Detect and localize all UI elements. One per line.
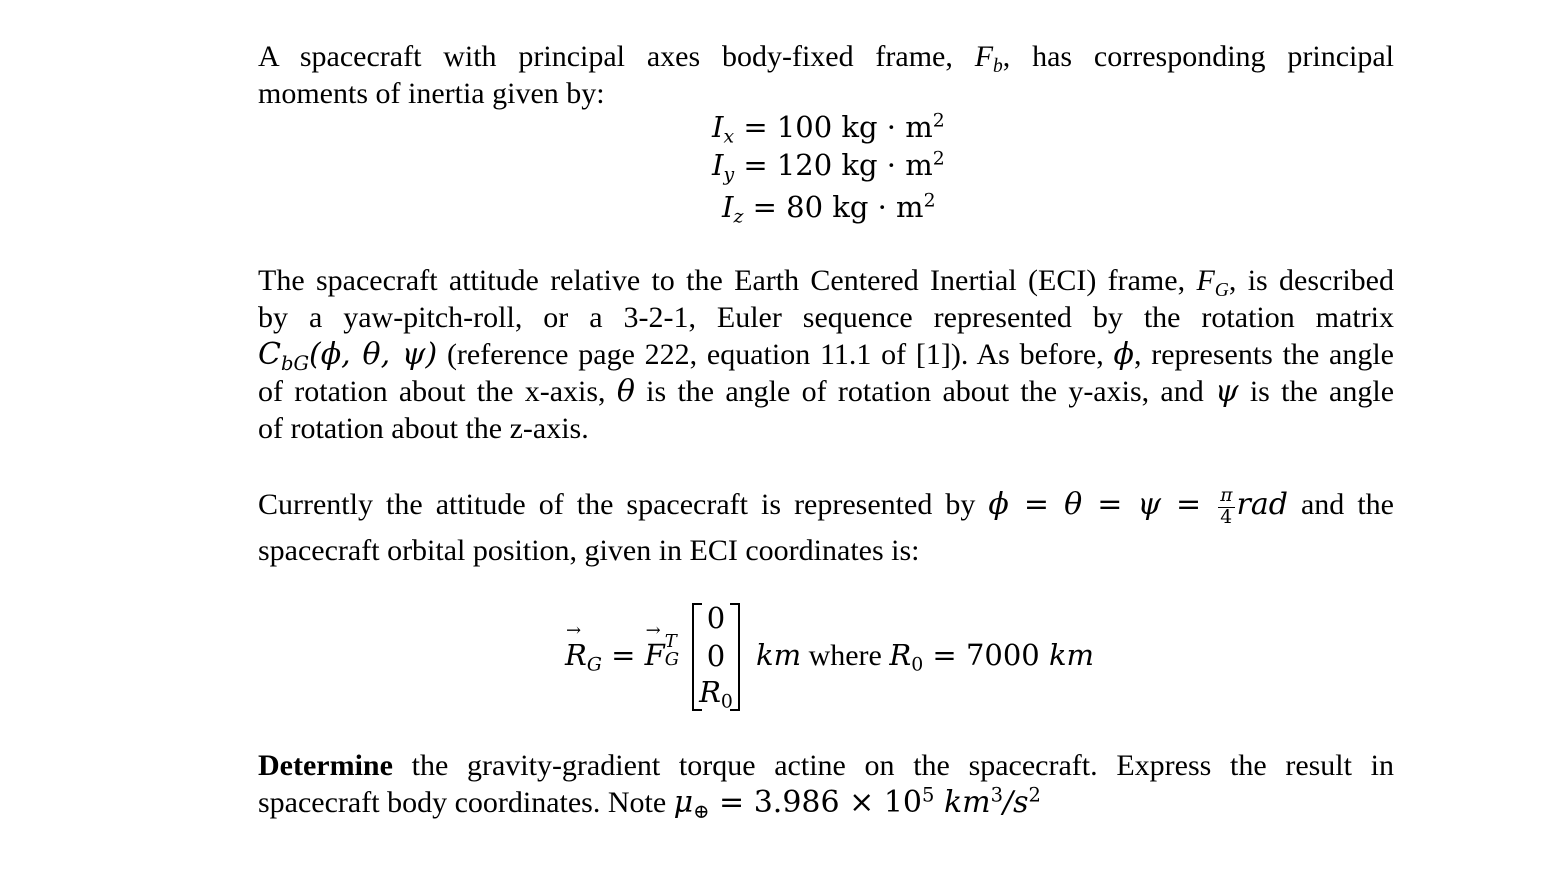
unit-km: km xyxy=(756,638,802,672)
attitude-line-5: of rotation about the z-axis. xyxy=(258,412,589,445)
earth-subscript: ⊕ xyxy=(693,799,710,823)
phi-symbol: ϕ xyxy=(1113,337,1134,372)
text-run: and the xyxy=(1287,488,1394,521)
value: = 120 kg · m xyxy=(734,148,933,182)
superscript: T xyxy=(664,631,677,652)
value: = 3.986 × 10 xyxy=(709,785,922,820)
matrix-symbol: R xyxy=(699,675,721,709)
exponent: 2 xyxy=(1028,783,1041,807)
value: = 100 kg · m xyxy=(734,110,933,144)
matrix-cell xyxy=(696,675,736,713)
bold-keyword: Determine xyxy=(258,749,393,782)
position-matrix xyxy=(692,601,740,713)
unit-rad: rad xyxy=(1236,487,1288,522)
text-run: of rotation about the x-axis, xyxy=(258,375,617,408)
task-line-1 xyxy=(258,747,1394,784)
value: = 80 kg · m xyxy=(743,190,924,224)
symbol: F xyxy=(974,40,994,73)
exponent: 5 xyxy=(922,783,935,807)
vector-symbol: → R xyxy=(565,638,587,672)
subscript: G xyxy=(664,649,680,670)
position-rhs xyxy=(756,638,1095,676)
mu-symbol: μ xyxy=(673,785,694,820)
angle-equality: ϕ = θ = ψ = xyxy=(988,487,1217,522)
text-run: spacecraft body coordinates. Note xyxy=(258,786,674,819)
subscript: G xyxy=(586,654,602,676)
arguments: (ϕ, θ, ψ) xyxy=(309,337,438,372)
text-run: A spacecraft with principal axes body-fixed frame, xyxy=(258,40,975,73)
symbol: C xyxy=(258,337,281,372)
symbol: I xyxy=(712,110,724,144)
text-run: is the angle xyxy=(1238,375,1395,408)
text-run: , is described xyxy=(1228,264,1394,297)
subscript: b xyxy=(993,55,1003,77)
matrix-cell: 0 xyxy=(706,639,726,673)
symbol: I xyxy=(722,190,734,224)
task-line-2 xyxy=(258,784,1394,821)
frame-vectrix: → F xyxy=(645,638,665,672)
subscript: G xyxy=(1214,279,1229,301)
symbol: F xyxy=(1196,264,1215,297)
text-run: , represents the angle xyxy=(1133,338,1394,371)
psi-symbol: ψ xyxy=(1215,374,1239,409)
superscript: 2 xyxy=(932,110,945,132)
position-lhs xyxy=(565,631,680,676)
subscript: z xyxy=(733,206,744,228)
task-paragraph xyxy=(258,747,1394,821)
text-run: The spacecraft attitude relative to the Earth Centered Inertial (ECI) frame, xyxy=(258,264,1197,297)
current-attitude-line-2: spacecraft orbital position, given in ECI coordinates is: xyxy=(258,534,920,568)
text-run: is the angle of rotation about the y-axis, and xyxy=(634,375,1216,408)
superscript: 2 xyxy=(923,190,936,212)
symbol: R xyxy=(889,638,912,672)
intro-line-2: moments of inertia given by: xyxy=(258,77,605,110)
subscript: 0 xyxy=(720,691,733,713)
subscript: x xyxy=(723,126,735,148)
matrix-cell: 0 xyxy=(706,601,726,635)
text-run: (reference page 222, equation 11.1 of [1]). As before, xyxy=(437,338,1114,371)
symbol: I xyxy=(712,148,724,182)
unit: km xyxy=(934,785,991,820)
subscript: 0 xyxy=(911,654,924,676)
value: = 7000 xyxy=(923,638,1049,672)
unit: /s xyxy=(1003,785,1029,820)
unit-km: km xyxy=(1048,638,1095,672)
text-run: Currently the attitude of the spacecraft is represented by xyxy=(258,488,989,521)
subscript: bG xyxy=(280,351,310,375)
fraction-numerator: π xyxy=(1220,485,1233,507)
text-run: where xyxy=(801,639,890,672)
text-run: the gravity-gradient torque actine on the spacecraft. Express the result in xyxy=(392,749,1394,782)
superscript: 2 xyxy=(932,148,945,170)
exponent: 3 xyxy=(990,783,1004,807)
subscript: y xyxy=(723,164,735,186)
equals: = xyxy=(601,638,645,672)
text-run: , has corresponding principal xyxy=(1002,40,1394,73)
theta-symbol: θ xyxy=(616,374,635,409)
fraction-denominator: 4 xyxy=(1220,506,1233,528)
attitude-line-2: by a yaw-pitch-roll, or a 3-2-1, Euler sequence represented by the rotation matrix xyxy=(258,301,1394,334)
